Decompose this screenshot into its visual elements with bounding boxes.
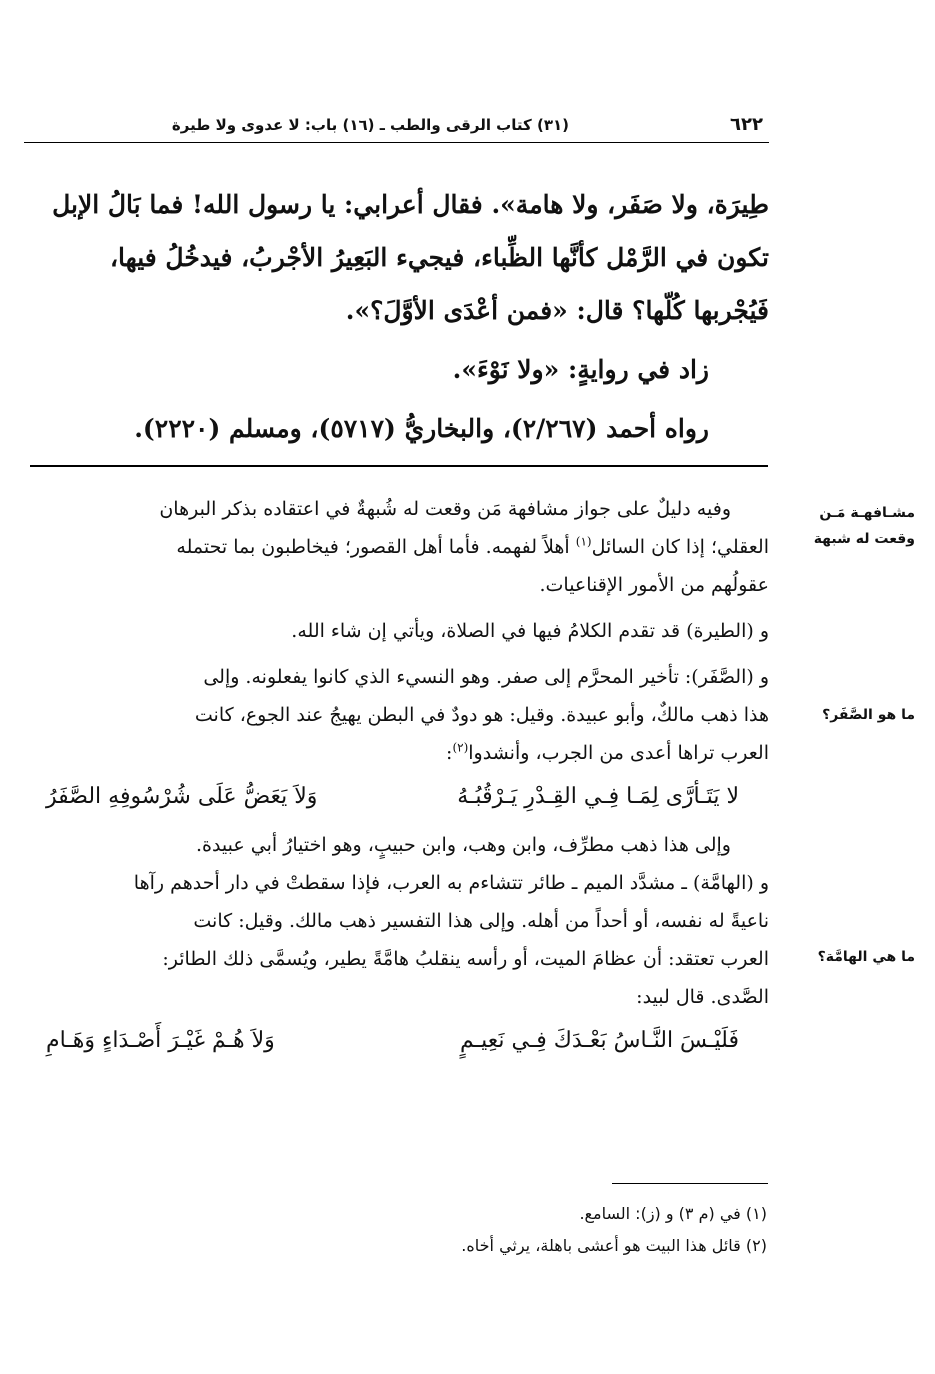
text-run: العرب تراها أعدى من الجرب، وأنشدوا [468,742,769,764]
verse-hemistich: وَلاَ يَعَضُّ عَلَى شُرْسُوفِهِ الصَّفَرُ [46,784,318,809]
commentary-line: الصَّدى. قال لبيد: [636,986,769,1008]
text-run: العقلي؛ إذا كان السائل [591,536,769,558]
footnote-separator [612,1183,768,1184]
commentary-line: وفيه دليلٌ على جواز مشافهة مَن وقعت له شُبهةٌ في اعتقاده بذكر البرهان [159,498,731,520]
matn-line: طِيرَة، ولا صَفَر، ولا هامة». فقال أعرابي: يا رسول الله! فما بَالُ الإبل [52,190,769,219]
text-run: : [446,742,453,764]
running-title: (٣١) كتاب الرقى والطب ـ (١٦) باب: لا عدوى ولا طيرة [171,116,569,134]
margin-note-line: مشـافهـة مَـن [819,505,915,521]
margin-note-mushafaha [770,500,915,552]
footnotes [24,1198,769,1262]
footnote-ref: (٢) [452,740,469,755]
commentary-line: و (الطيرة) قد تقدم الكلامُ فيها في الصلاة، ويأتي إن شاء الله. [291,620,769,642]
commentary-line: العرب تعتقد: أن عظامَ الميت، أو رأسه ينقلبُ هامَّةً يطير، ويُسمَّى ذلك الطائر: [162,948,769,970]
text-run: أهلاً لفهمه. فأما أهل القصور؛ فيخاطبون بما تحتمله [176,536,576,558]
commentary-line: وإلى هذا ذهب مطرِّف، وابن وهب، وابن حبيبٍ، وهو اختيارُ أبي عبيدة. [195,834,731,856]
commentary-line [24,528,769,566]
verse-hemistich: وَلاَ هُـمْ غَيْـرَ أَصْـدَاءٍ وَهَـامِ [46,1028,275,1053]
footnote-ref: (١) [575,534,592,549]
margin-note-safar: ما هو الصَّفَر؟ [822,707,915,723]
commentary-line: هذا ذهب مالكٌ، وأبو عبيدة. وقيل: هو دودٌ في البطن يهيجُ عند الجوع، كانت [194,704,769,726]
commentary-line: و (الصَّفَر): تأخير المحرَّم إلى صفر. وهو النسيء الذي كانوا يفعلونه. وإلى [203,666,769,688]
margin-note-hamma: ما هي الهامَّة؟ [817,949,915,965]
commentary [24,490,769,1070]
running-header [24,112,769,143]
margin-note-line: وقعت له شبهة [813,531,915,547]
page-number: ٦٢٢ [730,114,763,135]
matn-line: تكون في الرَّمْل كأنَّها الظِّباء، فيجيء البَعِيرُ الأجْربُ، فيدخُلُ فيها، [109,243,769,272]
commentary-line [24,734,769,772]
hadith-source: رواه أحمد (٢/٢٦٧)، والبخاريُّ (٥٧١٧)، ومسلم (٢٢٢٠). [134,414,709,443]
poetry-verse [24,772,769,826]
commentary-line: ناعيةً له نفسه، أو أحداً من أهله. وإلى هذا التفسير ذهب مالك. وقيل: كانت [193,910,769,932]
section-divider [30,465,768,467]
commentary-line: و (الهامَّة) ـ مشدَّد الميم ـ طائر تتشاءم به العرب، فإذا سقطتْ في دار أحدهم رآها [133,872,769,894]
verse-hemistich: لا يَتَـأرَّى لِمَـا فِـي القِـدْرِ يَـرْقُبُـهُ [457,784,739,809]
hadith-text [24,178,769,455]
matn-line: زاد في روايةٍ: «ولا نَوْءَ». [452,355,709,384]
matn-line: فَيُجْربها كُلّها؟ قال: «فمن أعْدَى الأوَّلَ؟». [345,296,769,325]
footnote: (٢) قائل هذا البيت هو أعشى باهلة، يرثي أخاه. [461,1236,767,1255]
verse-hemistich: فَلَيْـسَ النَّـاسُ بَعْـدَكَ فِـي نَعِيـمٍ [460,1028,739,1053]
commentary-line: عقولُهم من الأمور الإقناعيات. [539,574,769,596]
footnote: (١) في (م ٣) و (ز): السامع. [579,1204,767,1223]
poetry-verse [24,1016,769,1070]
